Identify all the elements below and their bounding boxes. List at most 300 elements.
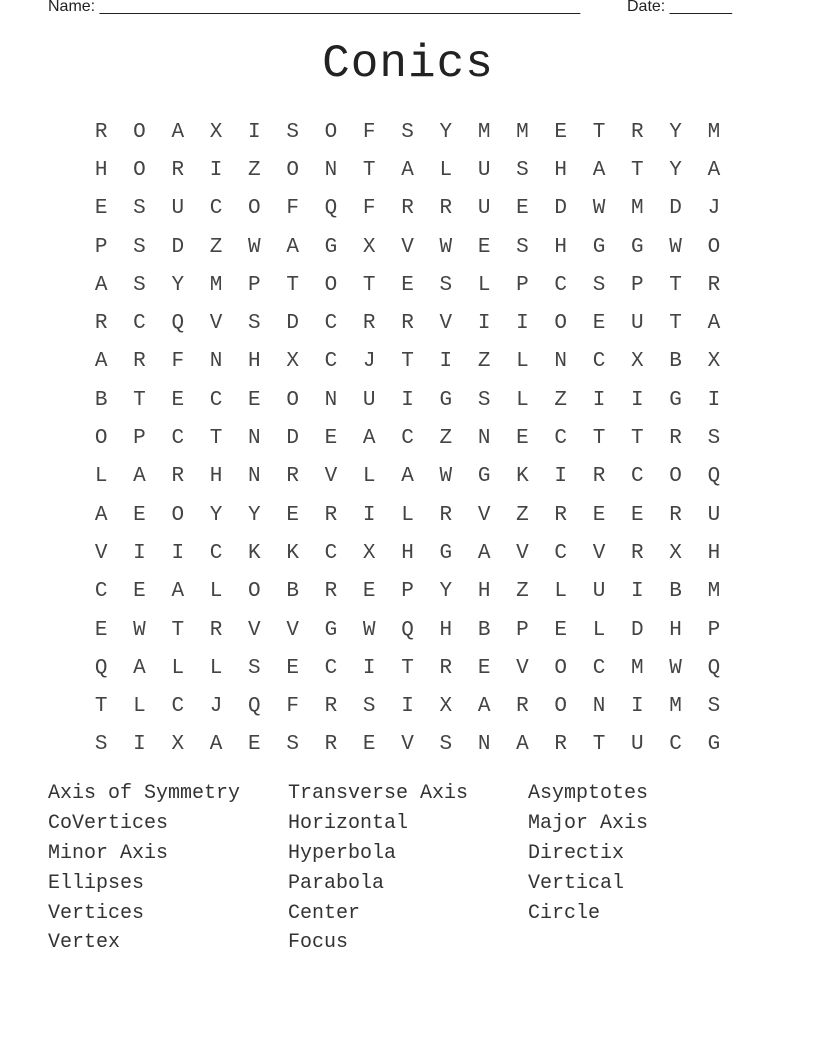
grid-letter: N: [554, 350, 568, 374]
grid-letter: I: [171, 541, 185, 565]
grid-letter: C: [171, 695, 185, 719]
grid-letter: E: [94, 618, 108, 642]
name-field[interactable]: Name: ______________________________________________________: [48, 0, 581, 15]
grid-letter: X: [286, 350, 299, 374]
grid-letter: C: [401, 427, 414, 451]
grid-letter: S: [516, 235, 529, 259]
grid-letter: A: [171, 580, 185, 604]
grid-letter: H: [707, 541, 721, 565]
grid-letter: D: [669, 197, 682, 221]
grid-letter: C: [324, 541, 338, 565]
grid-letter: J: [209, 695, 223, 719]
grid-letter: X: [362, 541, 376, 565]
grid-letter: V: [516, 541, 529, 565]
grid-letter: E: [248, 733, 261, 757]
grid-letter: A: [592, 158, 606, 182]
grid-letter: N: [248, 465, 261, 489]
grid-letter: A: [94, 273, 108, 297]
grid-letter: C: [133, 312, 146, 336]
grid-letter: I: [631, 580, 644, 604]
word-list-item: Major Axis: [528, 811, 649, 835]
grid-letter: A: [477, 695, 491, 719]
grid-letter: R: [286, 465, 299, 489]
grid-letter: E: [286, 656, 299, 680]
grid-letter: L: [94, 465, 108, 489]
grid-letter: S: [133, 235, 146, 259]
grid-letter: T: [362, 273, 376, 297]
grid-letter: I: [631, 695, 644, 719]
grid-letter: S: [707, 695, 721, 719]
grid-letter: W: [669, 656, 682, 680]
grid-letter: I: [477, 312, 491, 336]
word-list-item: Directix: [528, 841, 625, 865]
grid-letter: A: [171, 120, 185, 144]
grid-letter: E: [133, 503, 146, 527]
grid-letter: E: [516, 197, 529, 221]
grid-letter: M: [516, 120, 529, 144]
grid-letter: H: [248, 350, 261, 374]
grid-letter: L: [171, 656, 185, 680]
grid-letter: A: [133, 656, 146, 680]
grid-letter: R: [669, 427, 682, 451]
grid-letter: P: [516, 273, 529, 297]
grid-letter: R: [324, 503, 338, 527]
grid-letter: C: [171, 427, 185, 451]
grid-letter: W: [592, 197, 606, 221]
grid-letter: H: [477, 580, 491, 604]
grid-letter: O: [171, 503, 185, 527]
grid-letter: I: [401, 388, 414, 412]
grid-letter: I: [362, 656, 376, 680]
grid-letter: O: [324, 120, 338, 144]
grid-letter: S: [362, 695, 376, 719]
grid-letter: S: [401, 120, 414, 144]
word-search-grid: [82, 113, 733, 764]
grid-letter: R: [554, 733, 568, 757]
grid-letter: L: [362, 465, 376, 489]
grid-letter: I: [209, 158, 223, 182]
grid-letter: E: [94, 197, 108, 221]
grid-letter: V: [592, 541, 606, 565]
grid-letter: N: [592, 695, 606, 719]
word-list-item: Horizontal: [288, 811, 409, 835]
grid-letter: R: [171, 158, 185, 182]
grid-letter: O: [554, 312, 568, 336]
grid-letter: W: [362, 618, 376, 642]
grid-letter: K: [248, 541, 261, 565]
grid-letter: J: [362, 350, 376, 374]
grid-letter: P: [133, 427, 146, 451]
word-list-item: Vertical: [528, 871, 625, 895]
grid-letter: O: [248, 580, 261, 604]
grid-letter: T: [592, 120, 606, 144]
grid-letter: X: [669, 541, 682, 565]
grid-letter: P: [248, 273, 261, 297]
grid-letter: R: [209, 618, 223, 642]
grid-letter: C: [669, 733, 682, 757]
grid-letter: E: [248, 388, 261, 412]
grid-letter: O: [669, 465, 682, 489]
grid-letter: C: [209, 388, 223, 412]
grid-letter: L: [554, 580, 568, 604]
grid-letter: E: [477, 656, 491, 680]
grid-letter: T: [401, 350, 414, 374]
grid-letter: R: [516, 695, 529, 719]
grid-letter: C: [554, 541, 568, 565]
grid-letter: S: [133, 197, 146, 221]
grid-letter: Z: [516, 580, 529, 604]
grid-letter: F: [286, 695, 299, 719]
grid-letter: Z: [209, 235, 223, 259]
grid-letter: R: [324, 580, 338, 604]
grid-letter: D: [631, 618, 644, 642]
date-field[interactable]: Date: _______: [627, 0, 732, 15]
grid-letter: F: [362, 197, 376, 221]
grid-letter: G: [669, 388, 682, 412]
grid-letter: V: [439, 312, 453, 336]
word-list: [48, 782, 768, 961]
grid-letter: I: [554, 465, 568, 489]
grid-letter: R: [439, 656, 453, 680]
grid-letter: Q: [171, 312, 185, 336]
grid-letter: C: [592, 350, 606, 374]
grid-letter: R: [401, 197, 414, 221]
grid-letter: E: [592, 503, 606, 527]
grid-letter: D: [286, 427, 299, 451]
grid-letter: R: [171, 465, 185, 489]
grid-letter: C: [324, 656, 338, 680]
grid-letter: O: [133, 120, 146, 144]
grid-letter: I: [133, 541, 146, 565]
grid-letter: E: [516, 427, 529, 451]
grid-letter: T: [401, 656, 414, 680]
grid-letter: Y: [171, 273, 185, 297]
grid-letter: H: [439, 618, 453, 642]
grid-letter: Q: [707, 656, 721, 680]
grid-letter: T: [631, 427, 644, 451]
grid-letter: P: [631, 273, 644, 297]
grid-letter: T: [286, 273, 299, 297]
grid-letter: D: [554, 197, 568, 221]
grid-letter: I: [133, 733, 146, 757]
grid-letter: O: [286, 158, 299, 182]
grid-letter: S: [439, 733, 453, 757]
grid-letter: D: [286, 312, 299, 336]
grid-letter: H: [94, 158, 108, 182]
grid-letter: Z: [554, 388, 568, 412]
word-list-item: Asymptotes: [528, 782, 649, 805]
grid-letter: O: [133, 158, 146, 182]
grid-letter: Q: [248, 695, 261, 719]
grid-letter: B: [477, 618, 491, 642]
grid-letter: U: [171, 197, 185, 221]
grid-letter: P: [94, 235, 108, 259]
grid-letter: R: [133, 350, 146, 374]
grid-letter: A: [286, 235, 299, 259]
grid-letter: N: [324, 158, 338, 182]
grid-letter: W: [248, 235, 261, 259]
grid-letter: C: [592, 656, 606, 680]
grid-letter: S: [592, 273, 606, 297]
grid-letter: R: [439, 503, 453, 527]
grid-letter: J: [707, 197, 721, 221]
grid-letter: C: [554, 427, 568, 451]
grid-letter: L: [401, 503, 414, 527]
grid-letter: V: [248, 618, 261, 642]
grid-letter: X: [171, 733, 185, 757]
grid-letter: Y: [439, 120, 453, 144]
grid-letter: R: [631, 120, 644, 144]
grid-letter: T: [631, 158, 644, 182]
grid-letter: P: [516, 618, 529, 642]
grid-letter: I: [401, 695, 414, 719]
grid-letter: G: [324, 618, 338, 642]
word-list-item: Transverse Axis: [288, 782, 469, 805]
grid-letter: Y: [248, 503, 261, 527]
grid-letter: T: [362, 158, 376, 182]
grid-letter: N: [209, 350, 223, 374]
grid-letter: E: [362, 580, 376, 604]
grid-letter: G: [631, 235, 644, 259]
grid-letter: L: [516, 388, 529, 412]
grid-letter: A: [477, 541, 491, 565]
grid-letter: E: [286, 503, 299, 527]
grid-letter: M: [707, 580, 721, 604]
grid-letter: V: [286, 618, 299, 642]
grid-letter: O: [286, 388, 299, 412]
grid-letter: E: [477, 235, 491, 259]
word-list-item: Vertices: [48, 901, 145, 925]
page-title: Conics: [322, 38, 494, 90]
grid-letter: B: [669, 350, 682, 374]
grid-letter: E: [554, 618, 568, 642]
grid-letter: X: [439, 695, 453, 719]
grid-letter: H: [554, 235, 568, 259]
grid-letter: V: [94, 541, 108, 565]
grid-letter: A: [209, 733, 223, 757]
grid-letter: A: [362, 427, 376, 451]
grid-letter: M: [631, 197, 644, 221]
grid-letter: E: [554, 120, 568, 144]
grid-letter: C: [94, 580, 108, 604]
grid-letter: S: [477, 388, 491, 412]
grid-letter: Z: [248, 158, 261, 182]
grid-letter: W: [439, 235, 453, 259]
grid-letter: M: [669, 695, 682, 719]
grid-letter: A: [133, 465, 146, 489]
grid-letter: M: [631, 656, 644, 680]
grid-letter: G: [707, 733, 721, 757]
grid-letter: F: [171, 350, 185, 374]
grid-letter: U: [707, 503, 721, 527]
grid-letter: V: [209, 312, 223, 336]
grid-letter: O: [248, 197, 261, 221]
grid-letter: G: [439, 541, 453, 565]
grid-letter: N: [477, 733, 491, 757]
grid-letter: R: [592, 465, 606, 489]
grid-letter: X: [631, 350, 644, 374]
grid-letter: I: [362, 503, 376, 527]
grid-letter: C: [209, 197, 223, 221]
grid-letter: S: [707, 427, 721, 451]
grid-letter: C: [324, 350, 338, 374]
grid-letter: C: [209, 541, 223, 565]
grid-letter: N: [477, 427, 491, 451]
grid-letter: H: [209, 465, 223, 489]
grid-letter: S: [439, 273, 453, 297]
grid-letter: E: [324, 427, 338, 451]
grid-letter: G: [592, 235, 606, 259]
grid-letter: I: [592, 388, 606, 412]
grid-letter: O: [554, 656, 568, 680]
grid-letter: F: [362, 120, 376, 144]
grid-letter: E: [133, 580, 146, 604]
grid-letter: H: [401, 541, 414, 565]
grid-letter: E: [362, 733, 376, 757]
grid-letter: F: [286, 197, 299, 221]
grid-letter: M: [209, 273, 223, 297]
grid-letter: B: [286, 580, 299, 604]
grid-letter: W: [439, 465, 453, 489]
grid-letter: R: [631, 541, 644, 565]
grid-letter: L: [592, 618, 606, 642]
grid-letter: O: [554, 695, 568, 719]
grid-letter: U: [592, 580, 606, 604]
word-list-item: CoVertices: [48, 811, 169, 835]
grid-letter: S: [516, 158, 529, 182]
grid-letter: Y: [669, 158, 682, 182]
grid-letter: R: [707, 273, 721, 297]
grid-letter: M: [707, 120, 721, 144]
grid-letter: S: [133, 273, 146, 297]
word-list-item: Parabola: [288, 871, 385, 895]
grid-letter: K: [286, 541, 299, 565]
grid-letter: Y: [669, 120, 682, 144]
grid-letter: X: [707, 350, 721, 374]
word-list-item: Hyperbola: [288, 841, 397, 865]
grid-letter: P: [707, 618, 721, 642]
grid-letter: X: [209, 120, 223, 144]
grid-letter: Q: [94, 656, 108, 680]
grid-letter: Q: [324, 197, 338, 221]
grid-letter: I: [516, 312, 529, 336]
grid-letter: S: [286, 733, 299, 757]
word-list-item: Focus: [288, 931, 349, 955]
grid-letter: T: [669, 273, 682, 297]
grid-letter: T: [133, 388, 146, 412]
grid-letter: Z: [477, 350, 491, 374]
grid-letter: G: [477, 465, 491, 489]
grid-letter: E: [592, 312, 606, 336]
grid-letter: H: [669, 618, 682, 642]
word-list-item: Circle: [528, 901, 601, 925]
grid-letter: O: [324, 273, 338, 297]
grid-letter: V: [516, 656, 529, 680]
grid-letter: C: [324, 312, 338, 336]
grid-letter: T: [592, 733, 606, 757]
grid-letter: C: [554, 273, 568, 297]
grid-letter: U: [631, 312, 644, 336]
grid-letter: U: [631, 733, 644, 757]
grid-letter: Z: [439, 427, 453, 451]
grid-letter: T: [669, 312, 682, 336]
grid-letter: L: [209, 580, 223, 604]
grid-letter: K: [516, 465, 529, 489]
word-list-item: Vertex: [48, 931, 121, 955]
grid-letter: Z: [516, 503, 529, 527]
grid-letter: N: [248, 427, 261, 451]
grid-letter: L: [516, 350, 529, 374]
word-list-item: Center: [288, 901, 361, 925]
word-list-item: Minor Axis: [48, 841, 169, 865]
grid-letter: H: [554, 158, 568, 182]
grid-letter: S: [94, 733, 108, 757]
grid-letter: A: [94, 503, 108, 527]
grid-letter: I: [631, 388, 644, 412]
grid-letter: A: [401, 465, 414, 489]
grid-letter: I: [439, 350, 453, 374]
grid-letter: L: [133, 695, 146, 719]
word-list-item: Axis of Symmetry: [48, 782, 241, 805]
grid-letter: G: [439, 388, 453, 412]
grid-letter: C: [631, 465, 644, 489]
grid-letter: A: [707, 158, 721, 182]
grid-letter: V: [324, 465, 338, 489]
grid-letter: R: [401, 312, 414, 336]
grid-letter: D: [171, 235, 185, 259]
grid-letter: R: [324, 733, 338, 757]
grid-letter: Q: [401, 618, 414, 642]
grid-letter: P: [401, 580, 414, 604]
grid-letter: Q: [707, 465, 721, 489]
grid-letter: V: [477, 503, 491, 527]
grid-letter: I: [707, 388, 721, 412]
grid-letter: T: [94, 695, 108, 719]
grid-letter: R: [362, 312, 376, 336]
grid-letter: Y: [209, 503, 223, 527]
grid-letter: L: [477, 273, 491, 297]
grid-letter: T: [171, 618, 185, 642]
grid-letter: T: [209, 427, 223, 451]
grid-letter: M: [477, 120, 491, 144]
grid-letter: T: [592, 427, 606, 451]
grid-letter: A: [94, 350, 108, 374]
grid-letter: A: [707, 312, 721, 336]
grid-letter: R: [554, 503, 568, 527]
grid-letter: U: [477, 197, 491, 221]
grid-letter: I: [248, 120, 261, 144]
grid-letter: A: [516, 733, 529, 757]
grid-letter: W: [133, 618, 146, 642]
grid-letter: S: [248, 656, 261, 680]
grid-letter: R: [439, 197, 453, 221]
grid-letter: S: [286, 120, 299, 144]
grid-letter: R: [94, 120, 108, 144]
grid-letter: R: [669, 503, 682, 527]
grid-letter: O: [94, 427, 108, 451]
grid-letter: N: [324, 388, 338, 412]
grid-letter: U: [477, 158, 491, 182]
grid-letter: Y: [439, 580, 453, 604]
grid-letter: O: [707, 235, 721, 259]
grid-letter: R: [94, 312, 108, 336]
grid-letter: R: [324, 695, 338, 719]
grid-letter: U: [362, 388, 376, 412]
grid-letter: W: [669, 235, 682, 259]
grid-letter: E: [171, 388, 185, 412]
grid-letter: E: [401, 273, 414, 297]
grid-letter: E: [631, 503, 644, 527]
